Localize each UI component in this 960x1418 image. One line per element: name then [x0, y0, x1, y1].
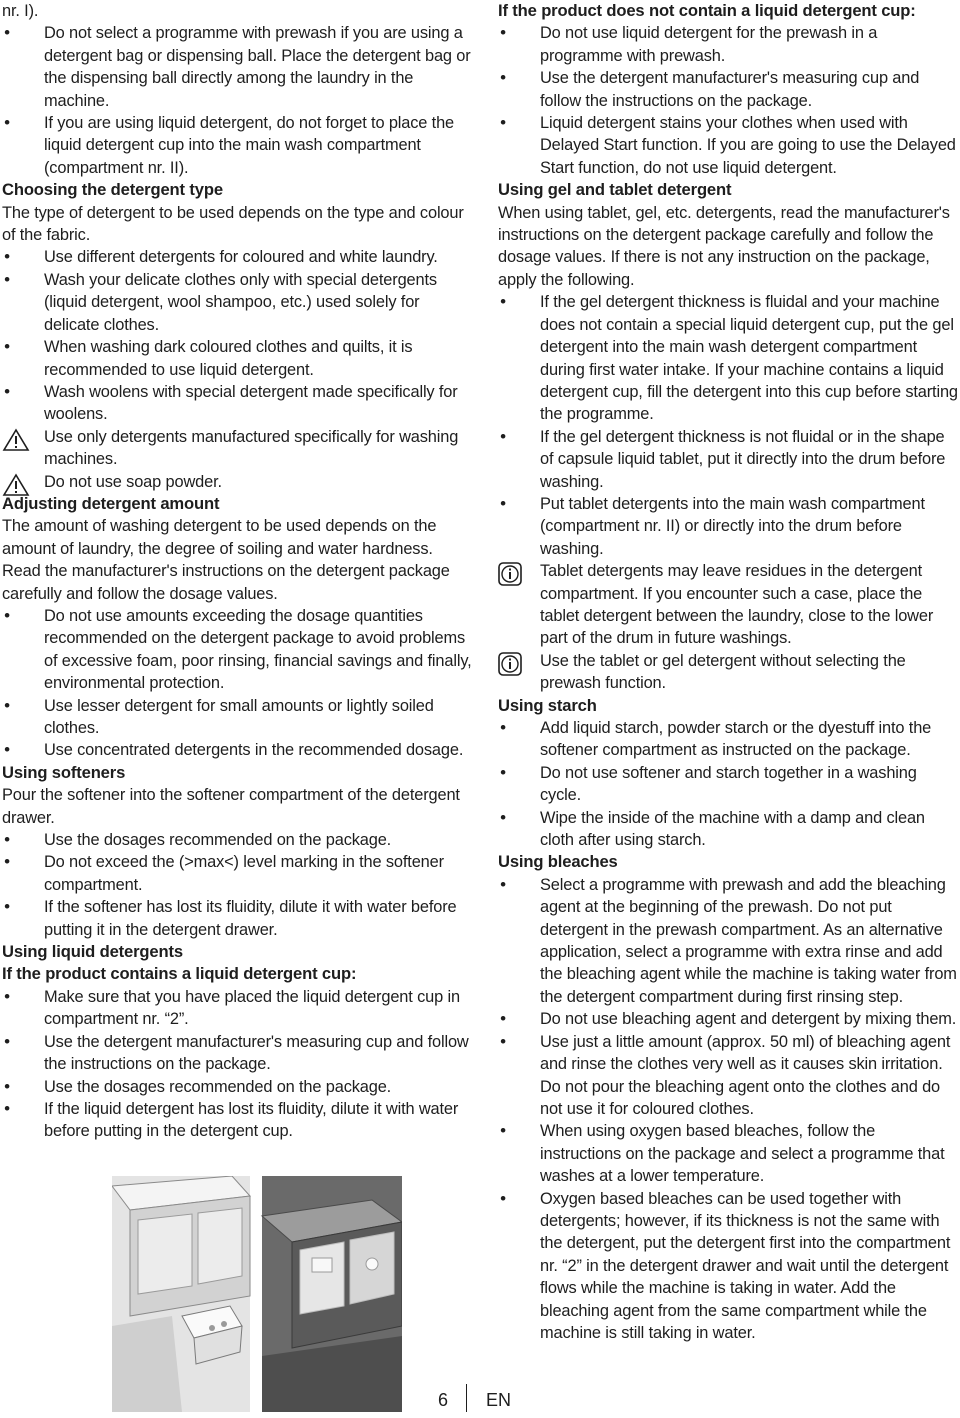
left-column	[2, 0, 472, 1143]
section-heading-softeners: Using softeners	[2, 762, 126, 782]
bullet: •	[4, 740, 10, 760]
list-item: • Add liquid starch, powder starch or the dyestuff into the softener compartment as instructed on the package.	[498, 717, 958, 762]
subheading-without-cup: If the product does not contain a liquid detergent cup:	[498, 1, 916, 20]
bullet: •	[4, 381, 10, 401]
gel-bullet-list	[498, 291, 958, 560]
bullet: •	[500, 23, 506, 43]
drawer-illustration-left	[112, 1176, 250, 1412]
bullet: •	[4, 23, 10, 43]
list-item: • If the softener has lost its fluidity, dilute it with water before putting it in the detergent drawer.	[2, 896, 472, 941]
list-item: • If the gel detergent thickness is not fluidal or in the shape of capsule liquid tablet, put it directly into the drum before washing.	[498, 426, 958, 493]
liquid-bullet-list	[2, 986, 472, 1143]
list-item: • Do not use liquid detergent for the prewash in a programme with prewash.	[498, 22, 958, 67]
bullet: •	[4, 986, 10, 1006]
bullet: •	[500, 807, 506, 827]
warning-note: Do not use soap powder.	[2, 471, 472, 493]
list-item: • Use the detergent manufacturer's measuring cup and follow the instructions on the package.	[2, 1031, 472, 1076]
info-note: Use the tablet or gel detergent without selecting the prewash function.	[498, 650, 958, 695]
list-item: • Do not select a programme with prewash if you are using a detergent bag or dispensing ball. Place the detergent bag or the dispensing ball directly among the laundry in the machine.	[2, 22, 472, 112]
list-item: • Oxygen based bleaches can be used together with detergents; however, if its thickness is not the same with the detergent, put the detergent first into the compartment nr. “2” in the detergent drawer and wait until the detergent flows while the machine is taking in water. Add the bleaching agent from the same compartment while the machine is still taking in water.	[498, 1188, 958, 1345]
info-note: Tablet detergents may leave residues in the detergent compartment. If you encounter such a case, place the tablet detergent between the laundry, close to the lower part of the drum in future washings.	[498, 560, 958, 650]
info-icon	[498, 562, 522, 586]
list-item: • Do not use softener and starch together in a washing cycle.	[498, 762, 958, 807]
bullet: •	[500, 113, 506, 133]
subheading-with-cup: If the product contains a liquid detergent cup:	[2, 964, 357, 984]
list-item: • Select a programme with prewash and add the bleaching agent at the beginning of the prewash. Do not put detergent in the prewash compartment. As an alternative application, select a programme with extra rinse and add the bleaching agent while the machine is taking water from the detergent compartment during first rinsing step.	[498, 874, 958, 1008]
paragraph: Pour the softener into the softener compartment of the detergent drawer.	[2, 786, 460, 827]
bleaches-bullet-list	[498, 874, 958, 1345]
list-item: • Wipe the inside of the machine with a damp and clean cloth after using starch.	[498, 807, 958, 852]
list-item: • Do not exceed the (>max<) level marking in the softener compartment.	[2, 851, 472, 896]
list-item: • Use lesser detergent for small amounts or lightly soiled clothes.	[2, 695, 472, 740]
list-item: • Use the dosages recommended on the package.	[2, 1076, 472, 1098]
bullet: •	[4, 247, 10, 267]
bullet: •	[4, 695, 10, 715]
section-heading-starch: Using starch	[498, 695, 597, 715]
bullet: •	[4, 113, 10, 133]
list-item: • Use the dosages recommended on the package.	[2, 829, 472, 851]
list-item: • If the gel detergent thickness is fluidal and your machine does not contain a special liquid detergent cup, put the gel detergent into the main wash detergent compartment during first water intake. If your machine contains a liquid detergent cup, fill the detergent into this cup before starting the programme.	[498, 291, 958, 425]
right-column	[498, 0, 958, 1344]
paragraph: The type of detergent to be used depends on the type and colour of the fabric.	[2, 203, 464, 245]
language-code: EN	[486, 1390, 512, 1410]
list-item: • Use the detergent manufacturer's measuring cup and follow the instructions on the package.	[498, 67, 958, 112]
paragraph: When using tablet, gel, etc. detergents, read the manufacturer's instructions on the detergent package carefully and follow the dosage values. If there is not any instruction on the package, apply the following.	[498, 203, 950, 289]
section-heading-liquid: Using liquid detergents	[2, 942, 183, 962]
bullet: •	[500, 1031, 506, 1051]
list-item: • If the liquid detergent has lost its fluidity, dilute it with water before putting in the detergent cup.	[2, 1098, 472, 1143]
starch-bullet-list	[498, 717, 958, 851]
footer-divider	[466, 1384, 467, 1412]
bullet: •	[500, 292, 506, 312]
softeners-bullet-list	[2, 829, 472, 941]
bullet: •	[500, 762, 506, 782]
list-item: • Wash woolens with special detergent made specifically for woolens.	[2, 381, 472, 426]
bullet: •	[4, 269, 10, 289]
list-item: • Liquid detergent stains your clothes when used with Delayed Start function. If you are going to use the Delayed Start function, do not use liquid detergent.	[498, 112, 958, 179]
continued-text: nr. I).	[2, 2, 39, 20]
bullet: •	[500, 1188, 506, 1208]
paragraph: The amount of washing detergent to be used depends on the amount of laundry, the degree of soiling and water hardness. Read the manufacturer's instructions on the detergent package carefully and follow the dosage values.	[2, 517, 450, 603]
list-item: • When using oxygen based bleaches, follow the instructions on the package and select a programme that washes at a lower temperature.	[498, 1120, 958, 1187]
list-item: • Use concentrated detergents in the recommended dosage.	[2, 739, 472, 761]
bullet: •	[500, 426, 506, 446]
warning-triangle-icon	[2, 428, 30, 452]
adjusting-bullet-list	[2, 605, 472, 762]
bullet: •	[4, 1031, 10, 1051]
list-item: • Use different detergents for coloured and white laundry.	[2, 246, 472, 268]
section-heading-choosing: Choosing the detergent type	[2, 180, 223, 200]
intro-bullet-list	[2, 22, 472, 179]
drawer-illustration-right	[262, 1176, 402, 1412]
section-heading-gel: Using gel and tablet detergent	[498, 180, 732, 200]
list-item: • Do not use bleaching agent and detergent by mixing them.	[498, 1008, 958, 1030]
bullet: •	[4, 337, 10, 357]
section-heading-adjusting: Adjusting detergent amount	[2, 493, 220, 513]
bullet: •	[4, 1098, 10, 1118]
bullet: •	[4, 1076, 10, 1096]
choosing-bullet-list	[2, 246, 472, 425]
bullet: •	[500, 493, 506, 513]
bullet: •	[500, 718, 506, 737]
bullet: •	[500, 1121, 506, 1141]
list-item: • Make sure that you have placed the liquid detergent cup in compartment nr. “2”.	[2, 986, 472, 1031]
page-number: 6	[438, 1390, 449, 1410]
list-item: • When washing dark coloured clothes and quilts, it is recommended to use liquid detergent.	[2, 336, 472, 381]
warning-triangle-icon	[2, 473, 30, 497]
bullet: •	[4, 852, 10, 872]
warning-note: Use only detergents manufactured specifically for washing machines.	[2, 426, 472, 471]
list-item: • Wash your delicate clothes only with special detergents (liquid detergent, wool shampoo, etc.) used solely for delicate clothes.	[2, 269, 472, 336]
bullet: •	[4, 897, 10, 917]
list-item: • Do not use amounts exceeding the dosage quantities recommended on the detergent package to avoid problems of excessive foam, poor rinsing, financial savings and finally, environmental protection.	[2, 605, 472, 695]
bullet: •	[500, 1009, 506, 1029]
list-item: • If you are using liquid detergent, do not forget to place the liquid detergent cup into the main wash compartment (compartment nr. II).	[2, 112, 472, 179]
no-cup-bullet-list	[498, 22, 958, 179]
info-icon	[498, 652, 522, 676]
bullet: •	[500, 68, 506, 88]
bullet: •	[500, 874, 506, 894]
list-item: • Use just a little amount (approx. 50 ml) of bleaching agent and rinse the clothes very well as it causes skin irritation. Do not pour the bleaching agent onto the clothes and do not use it for coloured clothes.	[498, 1031, 958, 1121]
bullet: •	[4, 830, 10, 850]
bullet: •	[4, 605, 10, 625]
detergent-drawer-illustrations	[112, 1176, 402, 1412]
list-item: • Put tablet detergents into the main wash compartment (compartment nr. II) or directly into the drum before washing.	[498, 493, 958, 560]
section-heading-bleaches: Using bleaches	[498, 852, 618, 872]
